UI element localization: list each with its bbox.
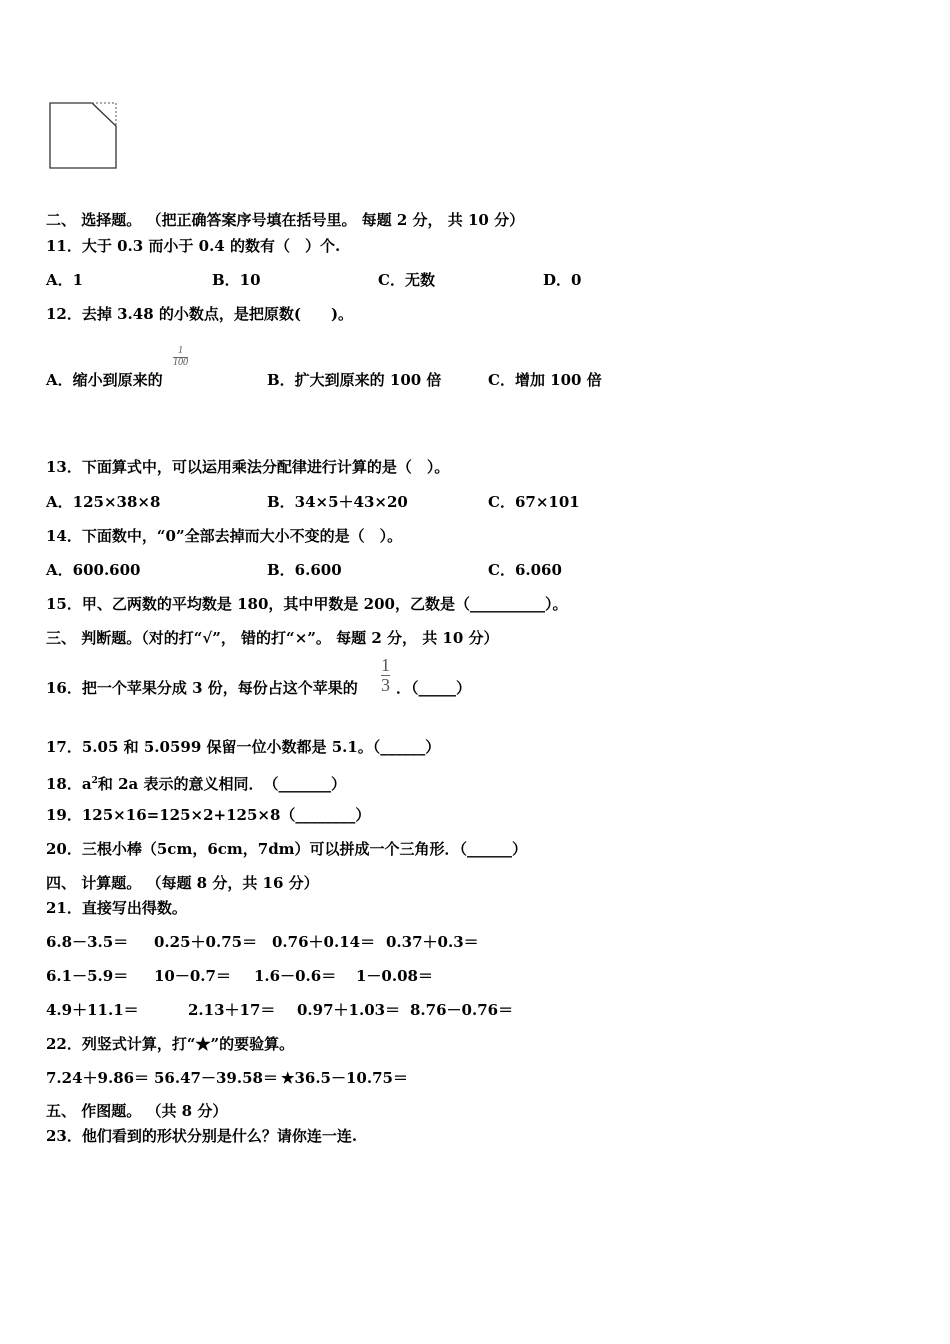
q16-fraction-denominator: 3 [381, 674, 390, 695]
q14-option-a: A．600.600 [46, 561, 141, 579]
question-18 [46, 771, 346, 794]
q16-text-before: 16．把一个苹果分成 3 份，每份占这个苹果的 [46, 679, 358, 697]
q14-option-b: B．6.600 [267, 561, 342, 579]
q12-option-b: B．扩大到原来的 100 倍 [267, 371, 442, 389]
q13-option-c: C．67×101 [488, 493, 580, 511]
q12-option-c: C．增加 100 倍 [488, 371, 602, 389]
q11-option-b: B．10 [212, 271, 261, 289]
question-13: 13．下面算式中，可以运用乘法分配律进行计算的是（ ）。 [46, 458, 450, 476]
q21-row1-item1: 6.8－3.5＝ [46, 933, 129, 951]
q13-option-a: A．125×38×8 [46, 493, 161, 511]
q18-text-before: 18．a [46, 775, 92, 793]
section-3-header: 三、 判断题。（对的打“√”， 错的打“×”。 每题 2 分， 共 10 分） [46, 629, 499, 647]
q22-item1: 7.24＋9.86＝ [46, 1069, 150, 1087]
q13-option-b: B．34×5＋43×20 [267, 493, 408, 511]
section-2-header: 二、 选择题。 （把正确答案序号填在括号里。 每题 2 分， 共 10 分） [46, 211, 525, 229]
q21-row1-item4: 0.37＋0.3＝ [386, 933, 479, 951]
question-22: 22．列竖式计算，打“★”的要验算。 [46, 1035, 295, 1053]
question-20: 20．三根小棒（5cm，6cm，7dm）可以拼成一个三角形．（______） [46, 840, 528, 858]
q12-fraction [173, 346, 188, 368]
question-14: 14．下面数中，“0”全部去掉而大小不变的是（ ）。 [46, 527, 403, 545]
q18-superscript: 2 [91, 776, 98, 786]
q21-row3-item4: 8.76－0.76＝ [410, 1001, 514, 1019]
q21-row2-item3: 1.6－0.6＝ [254, 967, 337, 985]
q12-fraction-denominator: 100 [173, 356, 188, 368]
q21-row3-item1: 4.9＋11.1＝ [46, 1001, 139, 1019]
q11-option-c: C．无数 [378, 271, 435, 289]
q12-option-a [46, 370, 163, 390]
q21-row1-item3: 0.76＋0.14＝ [272, 933, 376, 951]
q18-text-after: 和 2a 表示的意义相同． （_______） [97, 775, 346, 793]
question-19: 19．125×16=125×2+125×8（________） [46, 806, 371, 824]
question-23: 23．他们看到的形状分别是什么？请你连一连. [46, 1127, 358, 1145]
q22-item3: ★36.5－10.75＝ [281, 1069, 408, 1087]
section-5-header: 五、 作图题。 （共 8 分） [46, 1102, 228, 1120]
q14-option-c: C．6.060 [488, 561, 562, 579]
cut-corner-square-figure [48, 100, 122, 172]
q16-fraction-numerator: 1 [381, 655, 390, 675]
section-4-header: 四、 计算题。 （每题 8 分，共 16 分） [46, 874, 319, 892]
q21-row2-item2: 10－0.7＝ [154, 967, 231, 985]
q21-row3-item3: 0.97＋1.03＝ [297, 1001, 401, 1019]
q16-fraction [381, 656, 390, 695]
q12-fraction-numerator: 1 [173, 346, 188, 358]
question-11: 11．大于 0.3 而小于 0.4 的数有（ ）个. [46, 237, 341, 255]
q16-text-after: ．（_____） [396, 679, 472, 697]
question-12: 12．去掉 3.48 的小数点，是把原数( )。 [46, 305, 354, 323]
question-16 [46, 678, 358, 698]
q11-option-d: D．0 [543, 271, 582, 289]
question-17: 17．5.05 和 5.0599 保留一位小数都是 5.1。（______） [46, 738, 441, 756]
q21-row1-item2: 0.25＋0.75＝ [154, 933, 258, 951]
question-15: 15．甲、乙两数的平均数是 180，其中甲数是 200，乙数是（__________）。 [46, 595, 568, 613]
q22-item2: 56.47－39.58＝ [154, 1069, 278, 1087]
q21-row2-item1: 6.1－5.9＝ [46, 967, 129, 985]
q21-row3-item2: 2.13＋17＝ [188, 1001, 276, 1019]
q21-row2-item4: 1－0.08＝ [356, 967, 433, 985]
q11-option-a: A．1 [46, 271, 84, 289]
question-21: 21．直接写出得数。 [46, 899, 187, 917]
q12-option-a-label: A．缩小到原来的 [46, 371, 163, 389]
